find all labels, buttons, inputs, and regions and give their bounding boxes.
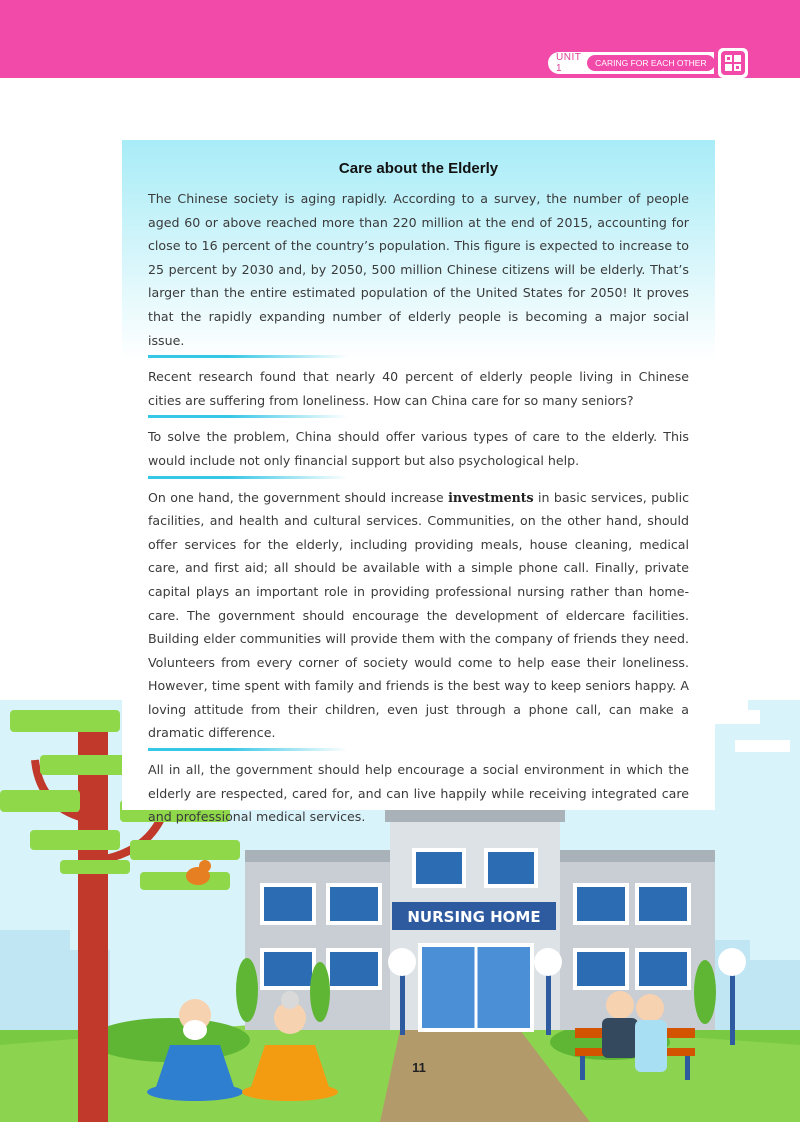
paragraph-1: The Chinese society is aging rapidly. According to a survey, the number of people aged 60 or above reached more than 220 million at the end of 2015, accounting for close to 16 percent of the country’s population. This figure is expected to increase to 25 percent by 2030 and, by 2050, 500 million Chinese citizens will be elderly. That’s larger than the entire estimated population of the United States for 2050! It proves that the rapidly expanding number of elderly people is becoming a major social issue. [148,191,689,348]
keyword-investments: investments [448,489,534,505]
section-divider [148,748,348,751]
article-body [148,160,689,829]
paragraph-2: Recent research found that nearly 40 percent of elderly people living in Chinese cities are suffering from loneliness. How can China care for so many seniors? [148,369,689,408]
paragraph-4-start: On one hand, the government should increase [148,489,449,505]
unit-logo-icon [718,48,748,78]
paragraph-4 [148,486,689,746]
paragraph-3: To solve the problem, China should offer various types of care to the elderly. This would include not only financial support but also psychological help. [148,429,689,468]
article-title: Care about the Elderly [338,160,499,177]
unit-tab [548,52,714,74]
unit-title: CARING FOR EACH OTHER [587,55,714,71]
nursing-home-sign: NURSING HOME [407,908,541,926]
section-divider [148,355,348,358]
page-number: 11 [412,1060,426,1075]
paragraph-5: All in all, the government should help encourage a social environment in which the elderly are respected, cared for, and can live happily while receiving integrated care and professional medical services. [148,762,689,825]
section-divider [148,476,348,479]
unit-label: UNIT 1 [556,52,582,74]
section-divider [148,415,348,418]
paragraph-4-rest: in basic services, public facilities, and health and cultural services. Communities, on the other hand, should offer services for the elderly, including providing meals, house cleaning, medical care, and first aid; all should be available with a simple phone call. Finally, private capital plays an important role in providing professional nursing rather than home-care. The government should encourage the development of eldercare facilities. Building elder communities will provide them with the company of friends they need. Volunteers from every corner of society would come to help ease their loneliness. However, time spent with family and friends is the best way to keep seniors happy. A loving attitude from their children, even just through a phone call, can make a dramatic difference. [148,489,689,741]
article-panel [122,140,715,825]
